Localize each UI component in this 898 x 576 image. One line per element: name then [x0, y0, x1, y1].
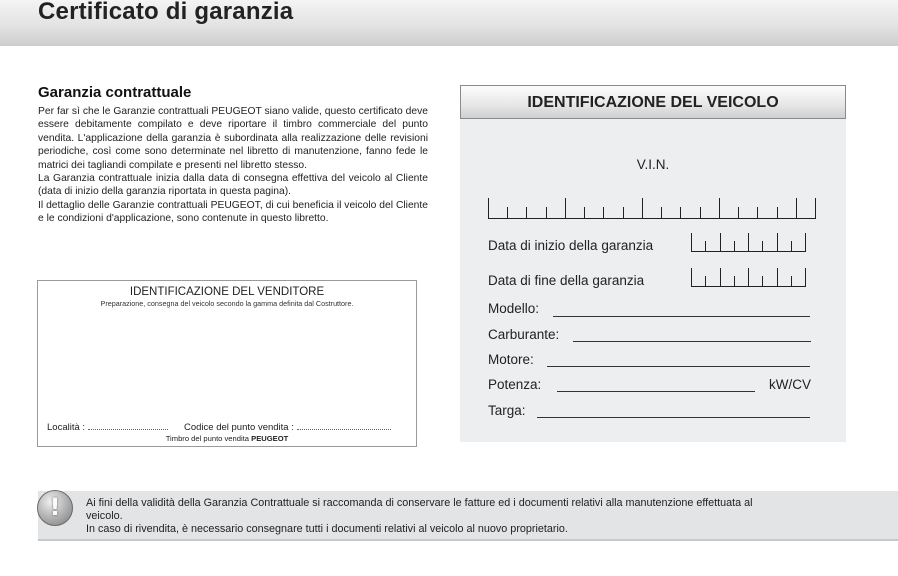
notice-box: [38, 491, 898, 541]
tick-mark: [815, 198, 816, 218]
tick-mark: [623, 207, 624, 218]
warranty-paragraph: Per far sì che le Garanzie contrattuali PEUGEOT siano valide, questo certificato deve essere debitamente compilato e deve riportare il timbro commerciale del punto vendita. L'applicazione della garanzia è subordinata alla realizzazione delle revisioni periodiche, così come sono determinate nel libretto di manutenzione, fanno fede le matrici dei tagliandi compilate e presenti nel libretto stesso.: [38, 106, 428, 171]
notice-text: [86, 497, 786, 536]
power-label: Potenza:: [488, 377, 542, 392]
tick-mark: [796, 198, 797, 218]
plate-input-line[interactable]: [537, 416, 810, 418]
tick-mark: [565, 198, 566, 218]
tick-mark: [661, 207, 662, 218]
tick-mark: [734, 241, 735, 251]
warranty-title: Garanzia contrattuale: [38, 84, 192, 101]
tick-mark: [791, 241, 792, 251]
page-title: Certificato di garanzia: [38, 0, 294, 25]
tick-mark: [777, 268, 778, 286]
power-unit: kW/CV: [769, 377, 811, 392]
model-input-line[interactable]: [553, 315, 810, 317]
vendor-code-field[interactable]: [184, 421, 391, 433]
tick-mark: [805, 268, 806, 286]
page-header: [0, 0, 898, 46]
warranty-text: [38, 105, 428, 226]
vendor-subtitle: Preparazione, consegna del veicolo secondo la gamma definita dal Costruttore.: [100, 299, 354, 308]
vendor-title: IDENTIFICAZIONE DEL VENDITORE: [129, 286, 325, 298]
tick-mark: [748, 233, 749, 251]
warranty-paragraph: Il dettaglio delle Garanzie contrattuali PEUGEOT, di cui beneficia il veicolo del Cliente e le condizioni d'applicazione, sono contenute in questo libretto.: [38, 199, 428, 225]
plate-label: Targa:: [488, 403, 526, 418]
tick-mark: [705, 241, 706, 251]
tick-mark: [720, 233, 721, 251]
vendor-locality-label: Località :: [47, 422, 86, 433]
vendor-locality-line[interactable]: [88, 421, 168, 430]
start-date-label: Data di inizio della garanzia: [488, 238, 654, 253]
tick-mark: [738, 207, 739, 218]
fuel-input-line[interactable]: [573, 340, 811, 342]
tick-mark: [507, 207, 508, 218]
notice-line: In caso di rivendita, è necessario consegnare tutti i documenti relativi al veicolo al nuovo proprietario.: [86, 523, 568, 535]
vehicle-identification-panel: [460, 85, 846, 442]
tick-mark: [805, 233, 806, 251]
notice-line: Ai fini della validità della Garanzia Contrattuale si raccomanda di conservare le fatture ed i documenti relativi alla manutenzione effettuata al veicolo.: [86, 497, 753, 522]
tick-mark: [700, 207, 701, 218]
vehicle-panel-title: IDENTIFICAZIONE DEL VEICOLO: [460, 85, 846, 119]
engine-label: Motore:: [488, 352, 534, 367]
tick-mark: [691, 268, 692, 286]
warranty-paragraph: La Garanzia contrattuale inizia dalla data di consegna effettiva del veicolo al Cliente (data di inizio della garanzia riportata in questa pagina).: [38, 173, 428, 198]
tick-mark: [526, 207, 527, 218]
tick-mark: [488, 198, 489, 218]
power-input-line[interactable]: [557, 390, 755, 392]
vin-tick-field[interactable]: [488, 198, 816, 219]
tick-mark: [734, 276, 735, 286]
tick-mark: [584, 207, 585, 218]
vendor-code-line[interactable]: [297, 421, 391, 430]
tick-mark: [748, 268, 749, 286]
tick-mark: [603, 207, 604, 218]
tick-mark: [680, 207, 681, 218]
tick-mark: [546, 207, 547, 218]
tick-mark: [791, 276, 792, 286]
end-date-tick-field[interactable]: [691, 268, 806, 287]
tick-mark: [757, 207, 758, 218]
tick-mark: [642, 198, 643, 218]
vendor-stamp-label: Timbro del punto vendita: [165, 434, 250, 443]
end-date-label: Data di fine della garanzia: [488, 273, 645, 288]
tick-mark: [719, 198, 720, 218]
tick-mark: [762, 241, 763, 251]
vendor-locality-field[interactable]: [47, 421, 168, 433]
exclamation-icon: !: [37, 490, 73, 526]
engine-input-line[interactable]: [547, 365, 810, 367]
tick-mark: [720, 268, 721, 286]
tick-mark: [777, 207, 778, 218]
vendor-stamp-brand: PEUGEOT: [251, 434, 289, 443]
vin-label: V.I.N.: [636, 157, 670, 172]
vendor-code-label: Codice del punto vendita :: [184, 422, 294, 433]
tick-mark: [777, 233, 778, 251]
tick-mark: [762, 276, 763, 286]
tick-mark: [691, 233, 692, 251]
tick-mark: [705, 276, 706, 286]
model-label: Modello:: [488, 301, 540, 316]
vendor-stamp-caption: [38, 434, 416, 443]
start-date-tick-field[interactable]: [691, 233, 806, 252]
vendor-identification-box[interactable]: [37, 280, 417, 447]
fuel-label: Carburante:: [488, 327, 560, 342]
